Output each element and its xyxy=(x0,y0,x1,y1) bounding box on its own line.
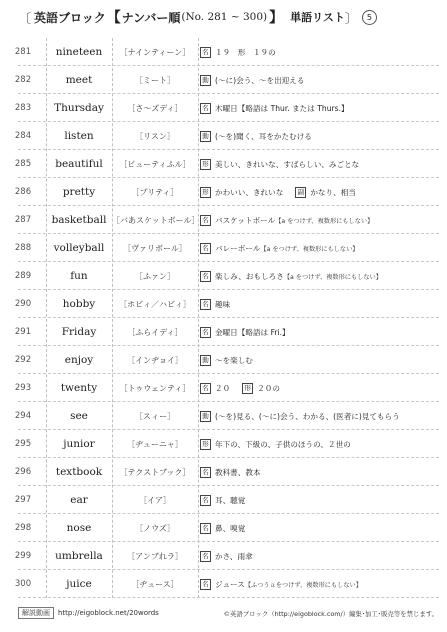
table-row xyxy=(0,234,447,262)
table-row xyxy=(0,514,447,542)
table-row xyxy=(0,486,447,514)
definition-text: ２０の xyxy=(257,383,280,393)
word-number: 291 xyxy=(14,327,32,337)
pronunciation: ［アンブれラ］ xyxy=(127,551,183,561)
table-row xyxy=(0,66,447,94)
pronunciation: ［イア］ xyxy=(139,495,171,505)
definition xyxy=(200,290,440,318)
table-row xyxy=(0,178,447,206)
definition xyxy=(200,514,440,542)
definition xyxy=(200,38,440,66)
definition-text: 趣味 xyxy=(215,299,231,309)
word-number: 281 xyxy=(14,47,32,57)
pronunciation: ［ノウズ］ xyxy=(135,523,175,533)
part-of-speech-badge: 形 xyxy=(200,159,211,170)
part-of-speech-badge: 名 xyxy=(200,327,211,338)
pronunciation: ［ホビィ／ハビィ］ xyxy=(119,299,191,309)
part-of-speech-badge: 名 xyxy=(200,523,211,534)
definition-text: 木曜日【略語は Thur. または Thurs.】 xyxy=(215,103,349,113)
english-word: meet xyxy=(65,74,93,86)
pronunciation: ［さ～ズディ］ xyxy=(127,103,183,113)
definition-text: 教科書、教本 xyxy=(215,467,261,477)
part-of-speech-badge: 動 xyxy=(200,411,211,422)
english-word: ear xyxy=(70,494,88,506)
table-row xyxy=(0,38,447,66)
definition-note: 【a をつけず、複数形にもしない】 xyxy=(275,217,374,225)
word-number: 290 xyxy=(14,299,32,309)
table-row xyxy=(0,374,447,402)
part-of-speech-badge: 形 xyxy=(242,383,253,394)
english-word: beautiful xyxy=(55,158,103,170)
definition-text: かわいい、きれいな xyxy=(215,187,284,197)
word-list-table xyxy=(0,38,447,598)
word-number: 299 xyxy=(14,551,32,561)
header-brand: 英語ブロック xyxy=(34,10,106,25)
word-number: 298 xyxy=(14,523,32,533)
pronunciation: ［テクストブック］ xyxy=(119,467,191,477)
english-word: textbook xyxy=(55,466,103,478)
word-number: 287 xyxy=(14,215,32,225)
word-number: 288 xyxy=(14,243,32,253)
definition xyxy=(200,430,440,458)
word-number: 297 xyxy=(14,495,32,505)
english-word: twenty xyxy=(60,382,98,394)
definition-text: かさ、雨傘 xyxy=(215,551,253,561)
part-of-speech-badge: 名 xyxy=(200,299,211,310)
pronunciation: ［ヂュース］ xyxy=(131,579,179,589)
table-row xyxy=(0,206,447,234)
definition xyxy=(200,234,440,262)
table-row xyxy=(0,150,447,178)
part-of-speech-badge: 名 xyxy=(200,103,211,114)
english-word: enjoy xyxy=(64,354,94,366)
footer-url-link[interactable]: http://eigoblock.net/20words xyxy=(58,609,159,617)
table-row xyxy=(0,570,447,598)
page-number-badge: 5 xyxy=(362,10,377,25)
pronunciation: ［スィー］ xyxy=(134,411,176,421)
header-lenticular-left: 【 xyxy=(106,10,121,26)
word-number: 282 xyxy=(14,75,32,85)
english-word: volleyball xyxy=(53,242,105,254)
table-row xyxy=(0,542,447,570)
video-link-label[interactable]: 解説動画 xyxy=(18,607,54,619)
definition xyxy=(200,318,440,346)
definition xyxy=(200,374,440,402)
word-number: 295 xyxy=(14,439,32,449)
definition-text: 金曜日【略語は Fri.】 xyxy=(215,327,290,337)
english-word: umbrella xyxy=(55,550,103,562)
english-word: nineteen xyxy=(55,46,103,58)
part-of-speech-badge: 名 xyxy=(200,47,211,58)
definition-note: 【a をつけず、複数形にもしない】 xyxy=(260,245,359,253)
pronunciation: ［ふらイディ］ xyxy=(127,327,183,337)
definition xyxy=(200,206,440,234)
english-word: junior xyxy=(63,438,95,450)
definition-note: 【ふつうａをつけず、複数形にもしない】 xyxy=(244,581,362,589)
pronunciation: ［ヴァリボール］ xyxy=(123,243,187,253)
part-of-speech-badge: 動 xyxy=(200,355,211,366)
pronunciation: ［ヂューニャ］ xyxy=(127,439,183,449)
english-word: Thursday xyxy=(54,102,104,114)
table-row xyxy=(0,318,447,346)
part-of-speech-badge: 名 xyxy=(200,215,211,226)
definition xyxy=(200,570,440,598)
definition xyxy=(200,542,440,570)
english-word: hobby xyxy=(62,298,96,310)
definition-text: ジュース xyxy=(215,579,245,589)
table-row xyxy=(0,94,447,122)
word-number: 283 xyxy=(14,103,32,113)
table-row xyxy=(0,402,447,430)
header-bracket-left: 〔 xyxy=(18,11,32,27)
copyright-notice: ©英語ブロック（http://eigoblock.com/）編集･加工･販売等を禁じます。 xyxy=(223,609,438,618)
definition-text: (～に)会う、～を出迎える xyxy=(215,75,305,85)
definition xyxy=(200,262,440,290)
pronunciation: ［トゥウェンティ］ xyxy=(119,383,191,393)
definition-text: (～を)聞く、耳をかたむける xyxy=(215,131,312,141)
part-of-speech-badge: 形 xyxy=(200,187,211,198)
definition-text: 耳、聴覚 xyxy=(215,495,246,505)
word-number: 300 xyxy=(14,579,32,589)
pronunciation: ［ナインティーン］ xyxy=(119,47,191,57)
table-row xyxy=(0,122,447,150)
part-of-speech-badge: 名 xyxy=(200,243,211,254)
definition-text: 美しい、きれいな、すばらしい、みごとな xyxy=(215,159,360,169)
page-header xyxy=(18,4,438,30)
english-word: fun xyxy=(70,270,88,282)
definition xyxy=(200,94,440,122)
part-of-speech-badge: 名 xyxy=(200,383,211,394)
definition xyxy=(200,178,440,206)
english-word: Friday xyxy=(61,326,97,338)
definition-text: １９ 形 １９の xyxy=(215,47,276,57)
english-word: basketball xyxy=(51,214,107,226)
table-row xyxy=(0,290,447,318)
definition-text: バレーボール xyxy=(215,243,261,253)
part-of-speech-badge: 副 xyxy=(295,187,306,198)
word-number: 284 xyxy=(14,131,32,141)
definition-text: (～を)見る、(～に)会う、わかる、(医者に)見てもらう xyxy=(215,411,400,421)
header-lenticular-right: 】 xyxy=(269,10,284,26)
table-row xyxy=(0,346,447,374)
definition-text: 鼻、嗅覚 xyxy=(215,523,246,533)
definition-text: ２０ xyxy=(215,383,231,393)
word-number: 296 xyxy=(14,467,32,477)
part-of-speech-badge: 形 xyxy=(200,439,211,450)
definition xyxy=(200,122,440,150)
definition-text: かなり、相当 xyxy=(310,187,356,197)
part-of-speech-badge: 名 xyxy=(200,495,211,506)
definition xyxy=(200,402,440,430)
table-row xyxy=(0,262,447,290)
table-row xyxy=(0,458,447,486)
definition-text: 年下の、下級の、子供のほうの、２世の xyxy=(215,439,351,449)
definition xyxy=(200,486,440,514)
definition-note: 【a をつけず、複数形にもしない】 xyxy=(283,273,382,281)
definition xyxy=(200,346,440,374)
pronunciation: ［プリティ］ xyxy=(131,187,179,197)
page-footer xyxy=(18,604,438,622)
header-range-word: ナンバー順 xyxy=(121,10,181,25)
english-word: listen xyxy=(64,130,94,142)
english-word: pretty xyxy=(62,186,96,198)
part-of-speech-badge: 名 xyxy=(200,579,211,590)
definition xyxy=(200,458,440,486)
pronunciation: ［バあスケットボール］ xyxy=(112,215,200,225)
word-number: 293 xyxy=(14,383,32,393)
part-of-speech-badge: 動 xyxy=(200,131,211,142)
part-of-speech-badge: 名 xyxy=(200,551,211,562)
definition xyxy=(200,150,440,178)
header-range: (No. 281 ~ 300) xyxy=(181,11,268,23)
english-word: see xyxy=(70,410,88,422)
pronunciation: ［インヂョイ］ xyxy=(127,355,183,365)
header-bracket-right: 〕 xyxy=(344,11,358,27)
word-number: 285 xyxy=(14,159,32,169)
part-of-speech-badge: 動 xyxy=(200,75,211,86)
pronunciation: ［ふァン］ xyxy=(135,271,175,281)
definition-text: バスケットボール xyxy=(215,215,276,225)
word-number: 286 xyxy=(14,187,32,197)
definition-text: ～を楽しむ xyxy=(215,355,253,365)
word-number: 289 xyxy=(14,271,32,281)
header-list-title: 単語リスト xyxy=(290,11,345,24)
definition xyxy=(200,66,440,94)
part-of-speech-badge: 名 xyxy=(200,271,211,282)
word-number: 294 xyxy=(14,411,32,421)
part-of-speech-badge: 名 xyxy=(200,467,211,478)
definition-text: 楽しみ、おもしろさ xyxy=(215,271,284,281)
table-row xyxy=(0,430,447,458)
english-word: juice xyxy=(66,578,92,590)
pronunciation: ［ビューティふル］ xyxy=(119,159,191,169)
pronunciation: ［ミート］ xyxy=(135,75,175,85)
pronunciation: ［リスン］ xyxy=(135,131,175,141)
english-word: nose xyxy=(66,522,92,534)
word-number: 292 xyxy=(14,355,32,365)
